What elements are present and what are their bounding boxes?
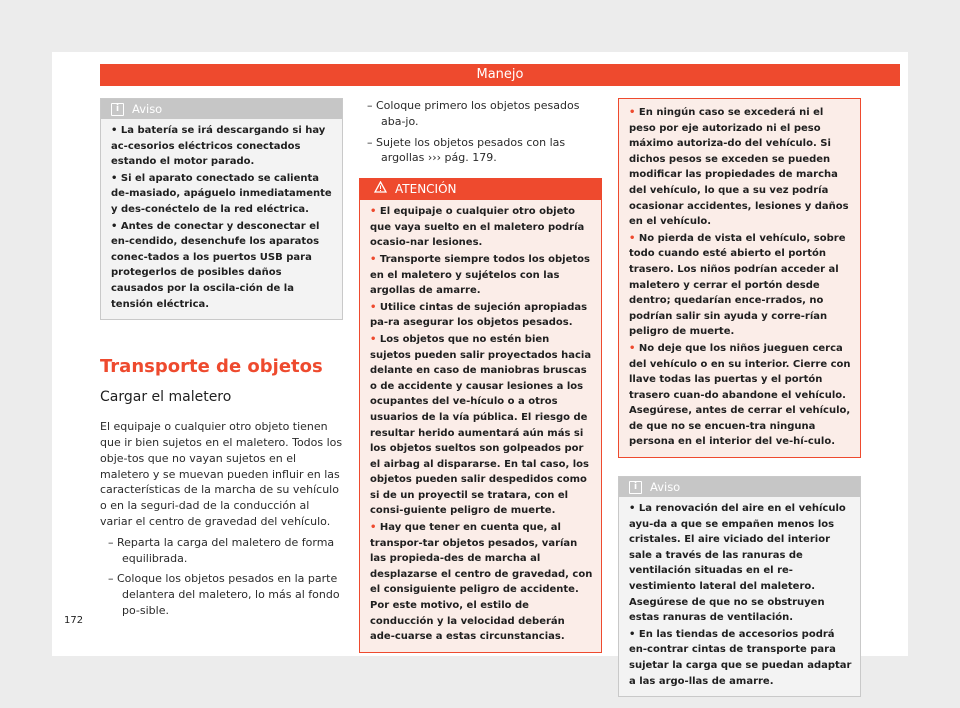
warning-bullet: • En ningún caso se excederá ni el peso por eje autorizado ni el peso máximo autoriza-do del vehículo. Si dichos pesos se exceden se pueden modificar las propiedades de marcha del vehículo, lo que a su vez podría ocasionar accidentes, lesiones y daños en el vehículo.	[629, 107, 849, 228]
aviso-note-box	[100, 98, 343, 320]
column-middle	[359, 98, 602, 653]
warning-bullet: • No deje que los niños jueguen cerca del vehículo o en su interior. Cierre con llave todas las puertas y el portón trasero cuan-do abandone el vehículo. Asegúrese, antes de cerrar el vehículo, de que no se encuen-tra ninguna persona en el interior del ve-hí-culo.	[629, 342, 851, 448]
warning-box-continued	[618, 98, 861, 458]
aviso-header	[101, 99, 342, 119]
aviso-body	[101, 119, 342, 319]
aviso-bullet: • La batería se irá descargando si hay ac-cesorios eléctricos conectados estando el motor parado.	[111, 125, 326, 168]
aviso-bullet: • Si el aparato conectado se calienta de-masiado, apáguelo inmediatamente y des-conéctelo de la red eléctrica.	[111, 172, 332, 215]
manual-page	[52, 52, 908, 687]
instruction-item: – Coloque primero los objetos pesados aba-jo.	[367, 99, 580, 128]
instruction-item: – Reparta la carga del maletero de forma equilibrada.	[108, 535, 335, 565]
aviso-title: Aviso	[132, 102, 163, 116]
aviso-bullet: • La renovación del aire en el vehículo ayu-da a que se empañen menos los cristales. El aire viciado del interior sale a través de las ranuras de ventilación situadas en el re-vestimiento lateral del maletero. Asegúrese de que no se obstruyen estas ranuras de ventilación.	[629, 503, 846, 624]
info-icon: i	[629, 481, 642, 494]
page-number: 172	[64, 615, 84, 626]
section-title: Transporte de objetos	[100, 356, 323, 378]
chapter-title: Manejo	[476, 67, 524, 82]
warning-box	[359, 178, 602, 653]
column-left	[100, 98, 343, 619]
warning-triangle-icon	[374, 179, 387, 200]
chapter-header-bar	[100, 64, 900, 86]
instruction-item: – Sujete los objetos pesados con las argollas ››› pág. 179.	[367, 135, 566, 165]
warning-bullet: • Hay que tener en cuenta que, al transpor-tar objetos pesados, varían las propieda-des de marcha al desplazarse el centro de gravedad, con el consiguiente peligro de accidente. Por este motivo, el estilo de conducción y la velocidad deberán ade-cuarse a estas circunstancias.	[370, 522, 593, 643]
warning-bullet: • Utilice cintas de sujeción apropiadas pa-ra asegurar los objetos pesados.	[370, 301, 588, 329]
body-paragraph: El equipaje o cualquier otro objeto tienen que ir bien sujetos en el maletero. Todos los obje-tos que no vayan sujetos en el maletero y se muevan pueden influir en las características de la marcha de su vehículo o en la seguri-dad de la conducción al variar el centro de gravedad del vehículo.	[100, 420, 343, 528]
warning-body	[619, 99, 860, 457]
aviso-bullet: • En las tiendas de accesorios podrá en-contrar cintas de transporte para sujetar la carga que se puedan adaptar a las argo-llas de amarre.	[629, 628, 852, 687]
aviso-body	[619, 497, 860, 696]
warning-header	[360, 179, 601, 200]
aviso-note-box	[618, 476, 861, 697]
info-icon: i	[111, 103, 124, 116]
instruction-item: – Coloque los objetos pesados en la parte delantera del maletero, lo más al fondo po-sible.	[108, 572, 340, 617]
warning-bullet: • El equipaje o cualquier otro objeto que vaya suelto en el maletero podría ocasio-nar lesiones.	[370, 206, 585, 249]
aviso-bullet: • Antes de conectar y desconectar el en-cendido, desenchufe los aparatos conec-tados a los puertos USB para protegerlos de posibles daños causados por la oscila-ción de la tensión eléctrica.	[111, 220, 320, 310]
warning-bullet: • Los objetos que no estén bien sujetos pueden salir proyectados hacia delante en caso de maniobras bruscas o de accidente y causar lesiones a los ocupantes del ve-hículo o a otros usuarios de la vía pública. El riesgo de resultar herido aumentará aún más si los objetos sueltos son golpeados por el airbag al dispararse. En tal caso, los objetos pueden salir despedidos como si de un proyectil se tratara, con el consi-guiente peligro de muerte.	[370, 333, 592, 517]
warning-bullet: • No pierda de vista el vehículo, sobre todo cuando esté abierto el portón trasero. Los niños podrían acceder al maletero y cerrar el portón desde dentro; quedarían ence-rrados, no podrían salir sin ayuda y corre-rían peligro de muerte.	[629, 232, 846, 338]
warning-title: ATENCIÓN	[395, 182, 457, 197]
subsection-title: Cargar el maletero	[100, 389, 232, 406]
aviso-header	[619, 477, 860, 497]
warning-body	[360, 200, 601, 652]
column-right	[618, 98, 861, 697]
warning-bullet: • Transporte siempre todos los objetos en el maletero y sujételos con las argollas de amarre.	[370, 253, 590, 297]
aviso-title: Aviso	[650, 480, 681, 495]
